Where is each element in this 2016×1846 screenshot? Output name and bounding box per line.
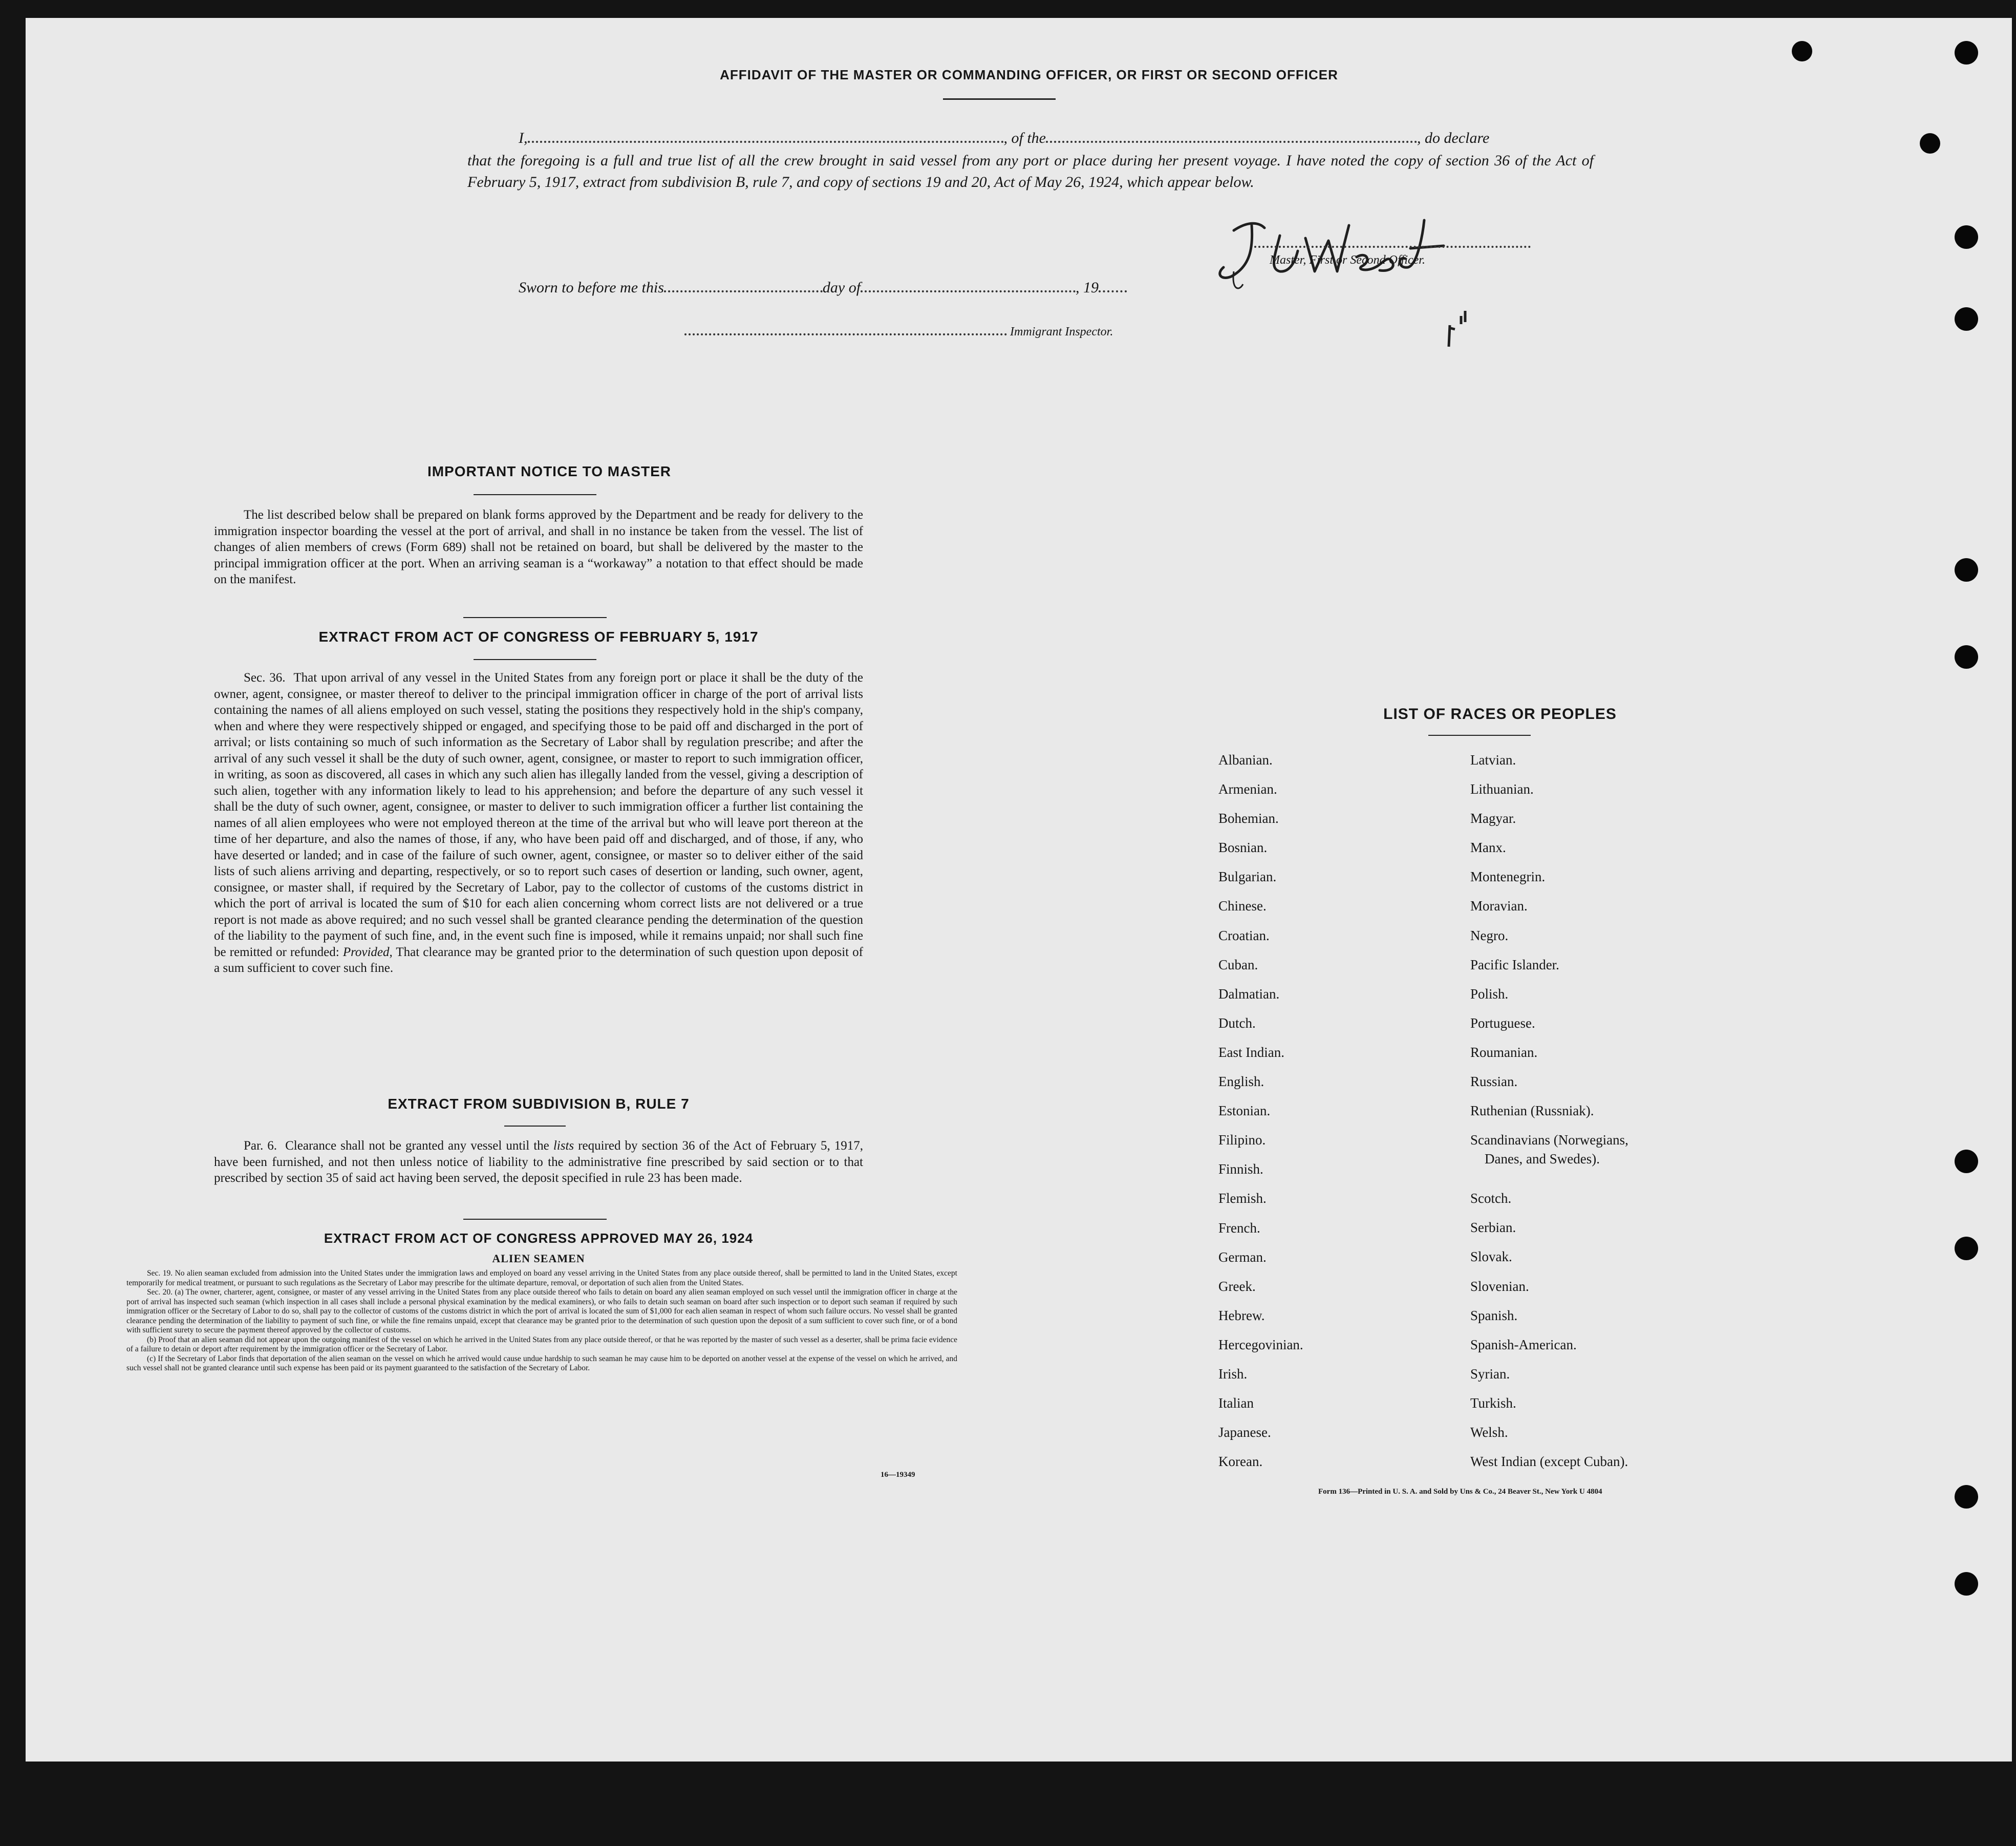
- race-item: Russian.: [1470, 1074, 1518, 1090]
- race-item: Serbian.: [1470, 1220, 1516, 1236]
- ink-mark: [1444, 310, 1469, 351]
- race-item: Cuban.: [1218, 957, 1258, 972]
- race-item: Portuguese.: [1470, 1015, 1535, 1031]
- year-label: , 19: [1076, 279, 1099, 296]
- signature-mark: [1203, 200, 1551, 297]
- race-item: Pacific Islander.: [1470, 957, 1559, 972]
- sworn-day-field[interactable]: [664, 290, 823, 292]
- race-item: Armenian.: [1218, 781, 1277, 797]
- inspector-line: [684, 325, 1113, 339]
- sworn-year-field[interactable]: [1099, 290, 1127, 292]
- scan-margin: [0, 1762, 2016, 1846]
- race-item: West Indian (except Cuban).: [1470, 1454, 1628, 1470]
- form-code: 16—19349: [881, 1471, 915, 1479]
- signature-caption: Master, First or Second Officer.: [1270, 253, 1425, 267]
- declaration-body: that the foregoing is a full and true list of all the crew brought in said vessel from any port or place during her present voyage. I have noted the copy of section 36 of the Act of February 5, 1917, extract from subdivision B, rule 7, and copy of sections 19 and 20, Act of May 26, 1924, which appear below.: [467, 152, 1594, 190]
- signature-text: [1241, 238, 1245, 239]
- race-item: Greek.: [1218, 1278, 1256, 1294]
- race-item: Slovak.: [1470, 1249, 1512, 1265]
- sworn-label: Sworn to before me this: [519, 279, 664, 296]
- punch-hole: [1920, 133, 1940, 154]
- rule7-lists: lists: [553, 1139, 574, 1153]
- race-item: Dalmatian.: [1218, 986, 1280, 1002]
- notice-end-rule: [463, 617, 607, 618]
- title-rule: [943, 98, 1056, 100]
- race-item: Croatian.: [1218, 927, 1270, 943]
- race-item: Magyar.: [1470, 811, 1516, 826]
- race-item: Scotch.: [1470, 1191, 1512, 1206]
- race-item: Negro.: [1470, 927, 1509, 943]
- document-page: [26, 18, 2012, 1762]
- race-item: Spanish-American.: [1470, 1336, 1577, 1352]
- notice-paragraph: The list described below shall be prepared on blank forms approved by the Department and be ready for delivery to the immigration inspector boarding the vessel at the port of arrival, and shall in no instance be taken from the vessel. The list of changes of alien members of crews (Form 689) shall not be retained on board, but shall be delivered by the master to the principal immigration officer at the port. When an arriving seaman is a “workaway” a notation to that effect should be made on the manifest.: [214, 508, 863, 586]
- notice-rule: [474, 494, 596, 495]
- signature-dotted-line: [1254, 246, 1531, 248]
- notice-text: [214, 507, 863, 588]
- declaration-line: [519, 130, 1594, 147]
- race-item: Bulgarian.: [1218, 869, 1277, 885]
- race-item: Irish.: [1218, 1366, 1248, 1382]
- declaration-of: , of the: [1003, 130, 1046, 146]
- race-item: Flemish.: [1218, 1191, 1267, 1206]
- rule7-body-b: required by section 36 of the Act of February 5, 1917, have been furnished, and not then unless notice of liability to the administrative fine prescribed by said section or to that prescribed by section 35 of said act having been served, the deposit specified in rule 23 has been made.: [214, 1139, 864, 1185]
- race-item: Spanish.: [1470, 1307, 1518, 1323]
- race-item: Moravian.: [1470, 898, 1528, 914]
- punch-hole: [1955, 1237, 1978, 1260]
- race-item: Syrian.: [1470, 1366, 1510, 1382]
- rule7-end-rule: [463, 1219, 607, 1220]
- act1924-sec20c: (c) If the Secretary of Labor finds that deportation of the alien seaman on the vessel on which he arrived would cause undue hardship to such seaman he may cause him to be deported on another vessel at the expense of the vessel on which he arrived, and such vessel shall not be granted clearance until such expense has been paid or its payment guaranteed to the satisfaction of the Secretary of Labor.: [126, 1354, 957, 1372]
- race-item: Korean.: [1218, 1454, 1263, 1470]
- race-item: French.: [1218, 1220, 1260, 1236]
- punch-hole: [1955, 41, 1978, 65]
- race-item: German.: [1218, 1249, 1267, 1265]
- race-item: Danes, and Swedes).: [1485, 1151, 1600, 1167]
- rule7-par-label: Par. 6.: [244, 1139, 277, 1153]
- race-item: Italian: [1218, 1395, 1254, 1411]
- race-item: East Indian.: [1218, 1044, 1284, 1060]
- sworn-line: [519, 279, 1127, 296]
- race-item: English.: [1218, 1074, 1264, 1090]
- race-item: Filipino.: [1218, 1132, 1266, 1148]
- race-item: Lithuanian.: [1470, 781, 1534, 797]
- race-item: Polish.: [1470, 986, 1509, 1002]
- act1917-body: That upon arrival of any vessel in the United States from any foreign port or place it shall be the duty of the owner, agent, consignee, or master thereof to deliver to the principal immigration officer in charge of the port of arrival lists containing the names of all aliens employed on such vessel, stating the positions they respectively hold in the ship's company, when and where they were respectively shipped or engaged, and specifying those to be paid off and discharged in the port of arrival; or lists containing so much of such information as the Secretary of Labor shall by regulation prescribe; and after the arrival of any such vessel it shall be the duty of such owner, agent, consignee, or master to report to such immigration officer, in writing, as soon as discovered, all cases in which any such alien has illegally landed from the vessel, giving a description of such alien, together with any information likely to lead to his apprehension; and before the departure of any such vessel it shall be the duty of such owner, agent, consignee, or master to deliver to such immigration officer a further list containing the names of all alien employees who were not employed thereon at the time of the arrival but who will leave port thereon at the time of her departure, and also the names of those, if any, who have been paid off and discharged, and of those, if any, who have deserted or landed; and in case of the failure of such owner, agent, consignee, or master so to deliver either of the said lists of such aliens arriving and departing, respectively, or so to report such cases of desertion or landing, such owner, agent, consignee, or master shall, if required by the Secretary of Labor, pay to the collector of customs of the customs district in which the port of arrival is located the sum of $10 for each alien concerning whom correct lists are not delivered or a true report is not made as above required; and no such vessel shall be granted clearance pending the determination of the question of the liability to the payment of such fine, and, in the event such fine is imposed, while it remains unpaid; nor shall such fine be remitted or refunded:: [214, 671, 863, 959]
- act1924-subtitle: ALIEN SEAMEN: [492, 1252, 585, 1265]
- race-item: Scandinavians (Norwegians,: [1470, 1132, 1628, 1148]
- rule7-rule: [504, 1126, 566, 1127]
- punch-hole: [1955, 1572, 1978, 1596]
- act1924-text: [126, 1269, 957, 1373]
- declaration-i: I,: [519, 130, 528, 146]
- race-item: Turkish.: [1470, 1395, 1516, 1411]
- punch-hole: [1955, 1485, 1978, 1509]
- race-item: Welsh.: [1470, 1424, 1508, 1440]
- act1924-sec20b: (b) Proof that an alien seaman did not appear upon the outgoing manifest of the vessel on which he arrived in the United States from any place outside thereof, or that he was reported by the master of such vessel as a deserter, shall be prima facie evidence of a failure to detain or deport after requirement by the immigration officer or the Secretary of Labor.: [126, 1335, 957, 1353]
- act1917-paragraph: [214, 670, 863, 977]
- race-item: Estonian.: [1218, 1103, 1271, 1119]
- punch-hole: [1955, 307, 1978, 331]
- race-item: Roumanian.: [1470, 1044, 1538, 1060]
- punch-hole: [1955, 558, 1978, 582]
- printer-footer: Form 136—Printed in U. S. A. and Sold by Uns & Co., 24 Beaver St., New York U 4804: [1318, 1488, 1602, 1496]
- rule7-paragraph: [214, 1138, 863, 1186]
- act1917-section-label: Sec. 36.: [244, 671, 286, 685]
- race-item: Latvian.: [1470, 752, 1516, 768]
- race-item: Chinese.: [1218, 898, 1267, 914]
- inspector-field[interactable]: [684, 333, 1007, 335]
- races-title: LIST OF RACES OR PEOPLES: [1383, 706, 1617, 723]
- act1917-body-end: That clearance may be granted prior to the determination of such question upon deposit of a sum sufficient to cover such fine.: [214, 945, 863, 975]
- races-right-column: [1470, 751, 1628, 1482]
- vessel-field[interactable]: [1046, 141, 1417, 143]
- races-left-column: [1218, 751, 1303, 1482]
- race-item: Albanian.: [1218, 752, 1273, 768]
- act1917-rule: [474, 659, 596, 660]
- punch-hole: [1955, 645, 1978, 669]
- name-field[interactable]: [528, 141, 1004, 143]
- punch-hole: [1792, 41, 1812, 61]
- sworn-month-field[interactable]: [861, 290, 1076, 292]
- race-item: Japanese.: [1218, 1425, 1271, 1440]
- inspector-caption: Immigrant Inspector.: [1010, 325, 1113, 338]
- race-item: Bohemian.: [1218, 811, 1279, 826]
- punch-hole: [1955, 1150, 1978, 1173]
- races-rule: [1428, 735, 1531, 736]
- notice-title: IMPORTANT NOTICE TO MASTER: [427, 463, 672, 479]
- race-item: Montenegrin.: [1470, 869, 1546, 885]
- race-item: Slovenian.: [1470, 1278, 1529, 1294]
- act1917-provided: Provided,: [342, 945, 393, 959]
- rule7-text: [214, 1138, 863, 1186]
- day-of-label: day of: [822, 279, 861, 296]
- race-item: Finnish.: [1218, 1161, 1263, 1177]
- race-item: Bosnian.: [1218, 840, 1268, 856]
- race-item: Hercegovinian.: [1218, 1336, 1303, 1352]
- declaration-declare: , do declare: [1417, 130, 1490, 146]
- act1917-title: EXTRACT FROM ACT OF CONGRESS OF FEBRUARY 5, 1917: [318, 629, 759, 645]
- race-item: Dutch.: [1218, 1015, 1256, 1031]
- act1917-text: [214, 670, 863, 977]
- race-item: Hebrew.: [1218, 1307, 1265, 1323]
- race-item: Manx.: [1470, 840, 1506, 856]
- rule7-body-a: Clearance shall not be granted any vessel until the: [285, 1139, 549, 1153]
- race-item: Ruthenian (Russniak).: [1470, 1103, 1594, 1119]
- act1924-sec20a: Sec. 20. (a) The owner, charterer, agent, consignee, or master of any vessel arriving in the United States from any place outside thereof who fails to detain on board any alien seaman employed on such vessel until the immigration officer in charge at the port of arrival has inspected such seaman (which inspection in all cases shall include a personal physical examination by the medical examiners), or who fails to detain such seaman on board after such inspection or to deport such seaman if required by such immigration officer or the Secretary of Labor to do so, shall pay to the collector of customs of the customs district in which the port of arrival is located the sum of $1,000 for each alien seaman in respect of whom such failure occurs. No vessel shall be granted clearance pending the determination of the liability to payment of such fine, or while the fine remains unpaid, except that clearance may be granted prior to the determination of such question upon the deposit of a sum sufficient to cover such fine, or of a bond with sufficient surety to secure the payment thereof approved by the collector of customs.: [126, 1288, 957, 1334]
- affidavit-title: AFFIDAVIT OF THE MASTER OR COMMANDING OFFICER, OR FIRST OR SECOND OFFICER: [720, 67, 1338, 82]
- rule7-title: EXTRACT FROM SUBDIVISION B, RULE 7: [388, 1096, 690, 1112]
- act1924-sec19: Sec. 19. No alien seaman excluded from admission into the United States under the immigration laws and employed on board any vessel arriving in the United States from any place outside thereof, shall be permitted to land in the United States, except temporarily for medical treatment, or pursuant to such regulations as the Secretary of Labor may prescribe for the ultimate departure, removal, or deportation of such alien from the United States.: [126, 1269, 957, 1287]
- act1924-title: EXTRACT FROM ACT OF CONGRESS APPROVED MAY 26, 1924: [324, 1230, 754, 1246]
- punch-hole: [1955, 225, 1978, 249]
